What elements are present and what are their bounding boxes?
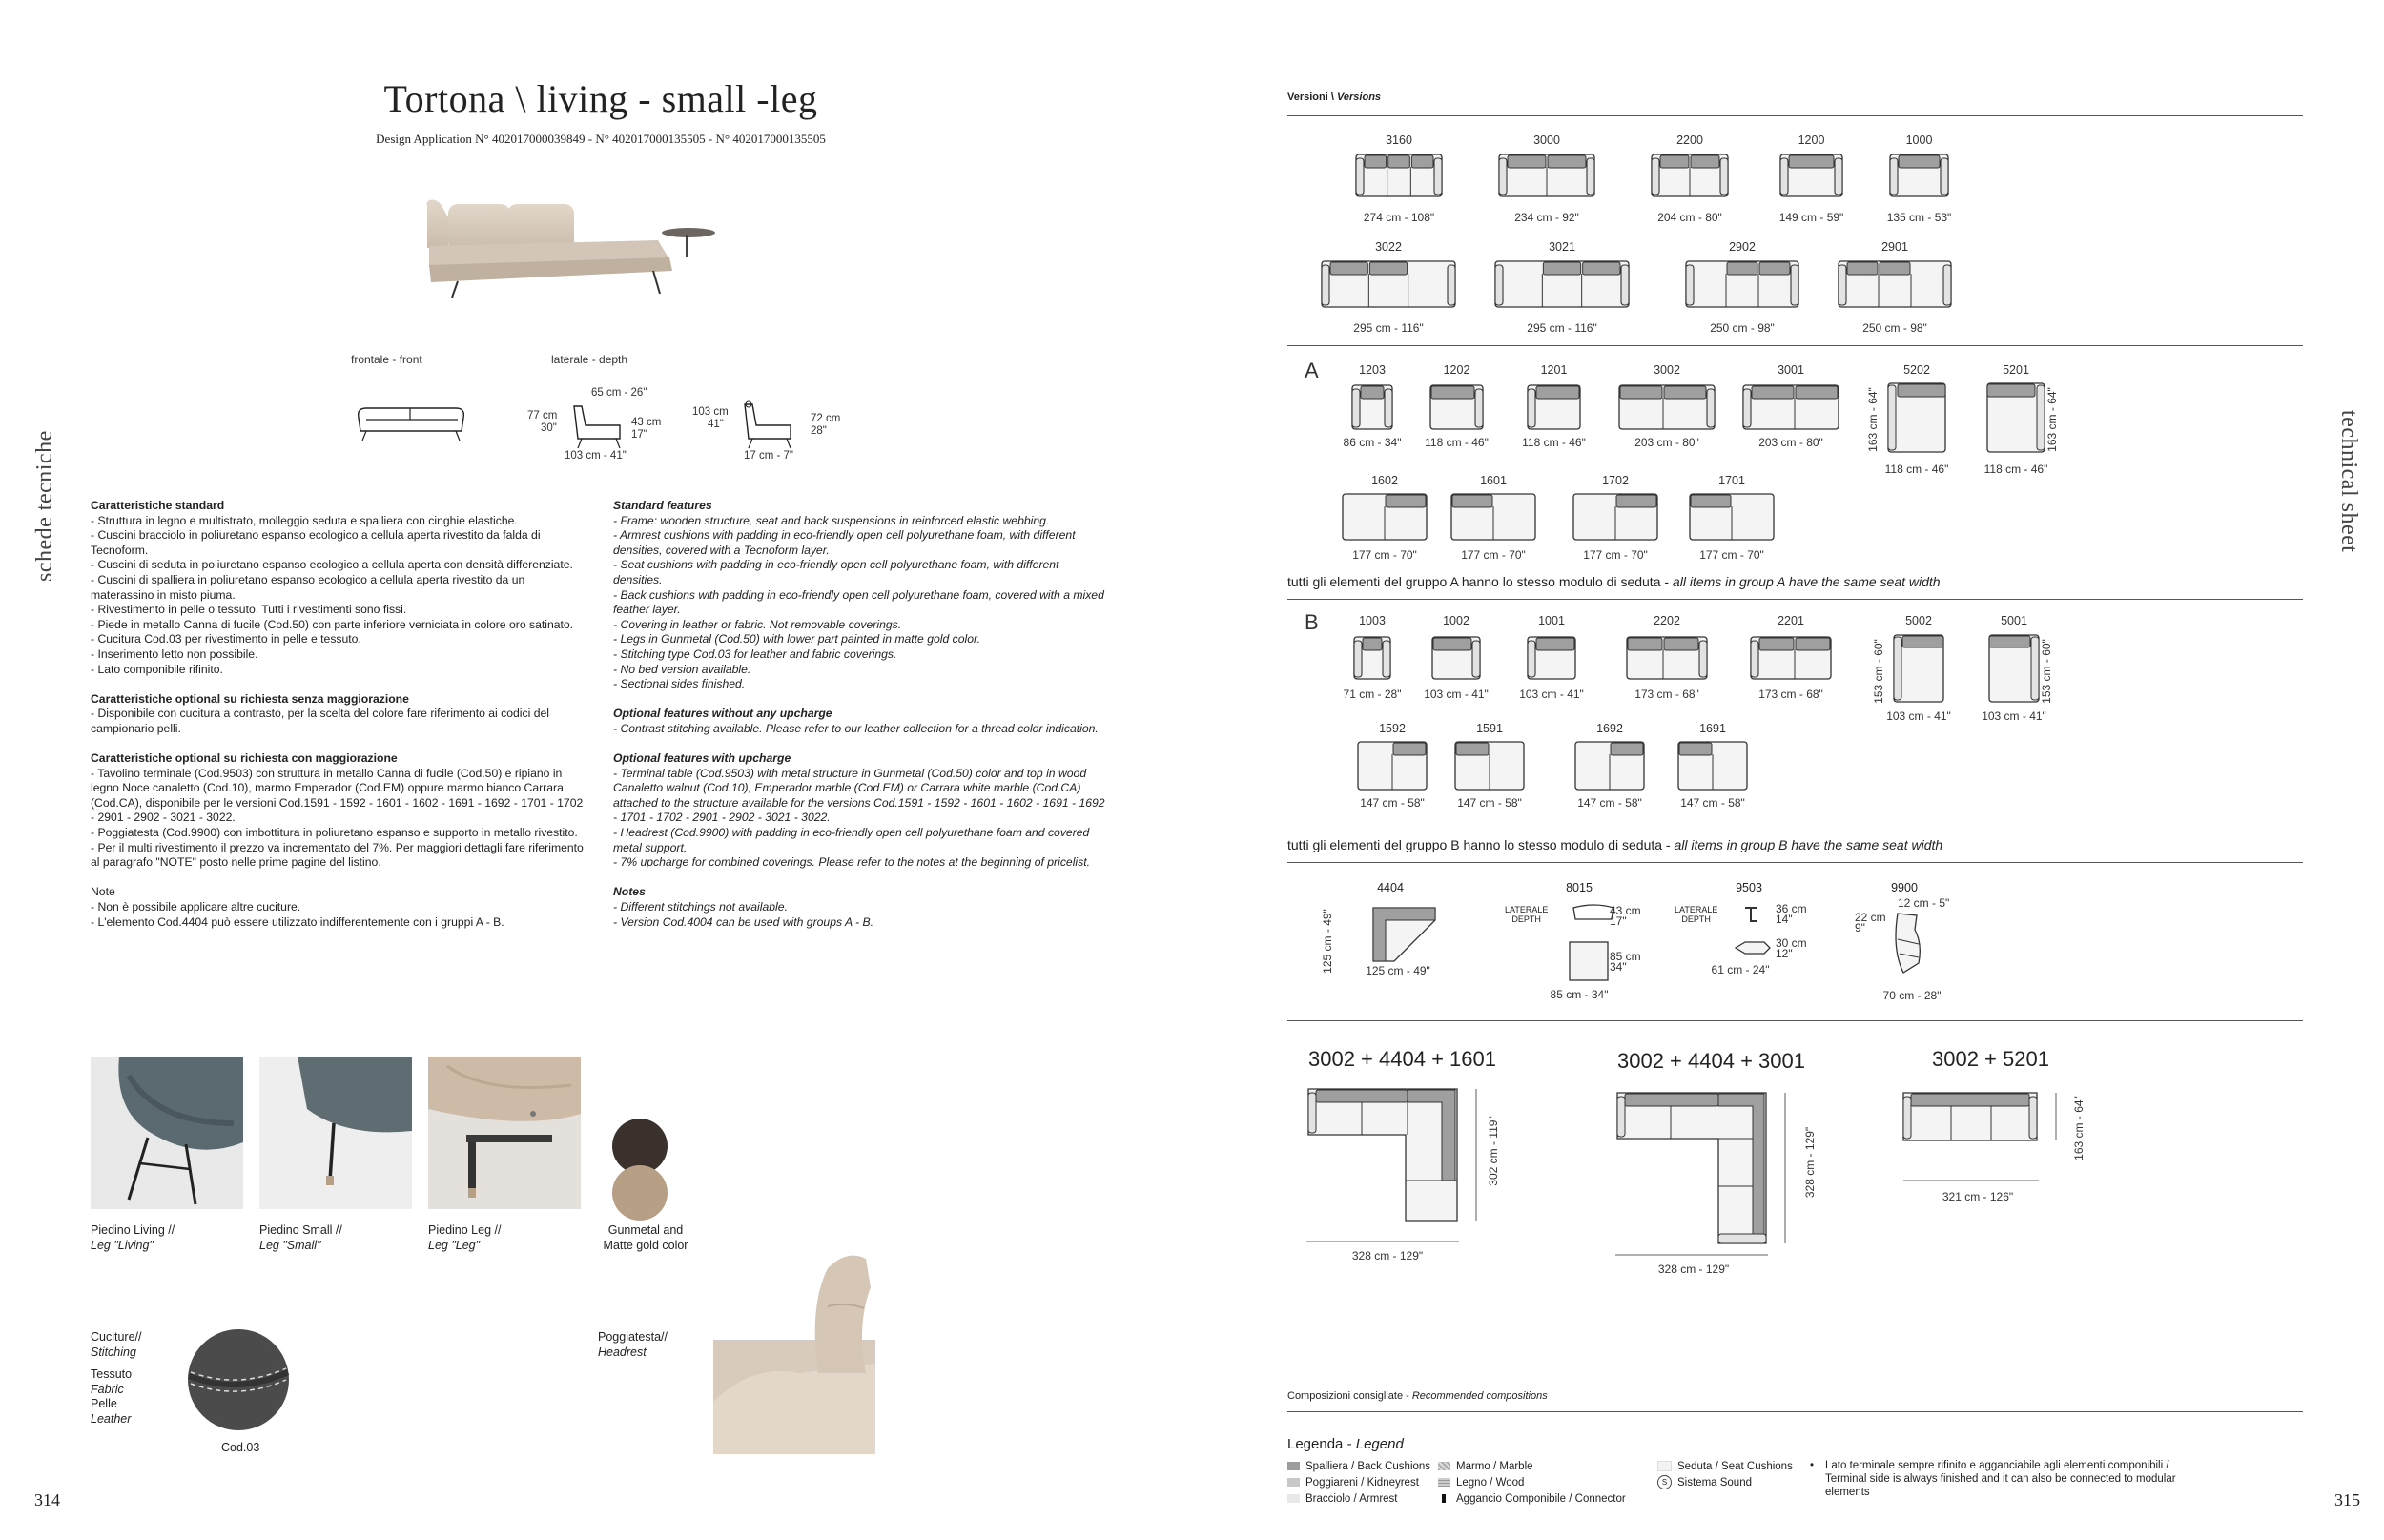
group-b-dim: 147 cm - 58" (1577, 796, 1642, 810)
section-heading: Caratteristiche optional su richiesta con maggiorazione (91, 751, 398, 766)
depth-label: laterale - depth (551, 353, 628, 366)
dim-b-left2: 41" (708, 419, 724, 430)
group-b-code: 1591 (1476, 722, 1503, 735)
group-a-code: 1702 (1602, 474, 1629, 487)
divider (1287, 345, 2303, 346)
dim-a-top: 65 cm - 26" (591, 387, 647, 399)
armrest (1751, 641, 1758, 677)
feature-line: - Sectional sides finished. (613, 677, 746, 691)
group-b-vdim: 153 cm - 60" (2040, 639, 2053, 704)
back-cushion (1536, 638, 1574, 650)
back-cushion (1620, 386, 1662, 399)
armrest (2031, 637, 2039, 700)
group-b-code: 1002 (1443, 614, 1469, 627)
feature-line: - Stitching type Cod.03 for leather and fabric coverings. (613, 647, 897, 661)
armrest (2029, 1097, 2037, 1139)
feature-line: - Lato componibile rifinito. (91, 662, 223, 676)
versions-header: Versioni \ Versions (1287, 92, 1382, 103)
dim-b-right1: 72 cm (811, 413, 841, 424)
group-a-dim: 118 cm - 46" (1983, 462, 2048, 476)
group-a-code: 3002 (1654, 363, 1680, 377)
group-a-dim: 203 cm - 80" (1634, 436, 1699, 449)
legend-note: • Lato terminale sempre rifinito e agganciabile agli elementi componibili / Terminal side is always finished and it can also be connected to modular elements (1810, 1460, 2176, 1498)
armrest (1434, 158, 1442, 195)
composition-1-vdim: 302 cm - 119" (1487, 1116, 1500, 1186)
version-dim: 149 cm - 59" (1778, 211, 1844, 224)
version-code: 2902 (1729, 240, 1756, 254)
dim-a-left1: 77 cm (527, 410, 558, 421)
stitching-code: Cod.03 (221, 1441, 260, 1454)
feature-line: - Terminal table (Cod.9503) with metal structure in Gunmetal (Cod.50) color and top in wood Canaletto walnut (Cod.10), Emperador marble (Cod.EM) or Carrara white marble (Cod.CA) attached to the structure available for the versions Cod.1591 - 1592 - 1601 - 1602 - 1691 - 1692 - 1701 - 1702 - 2901 - 2902 - 3021 - 3022. (613, 766, 1105, 825)
version-code: 1000 (1905, 133, 1933, 147)
group-a-code: 1601 (1480, 474, 1507, 487)
group-a-code: 5202 (1903, 363, 1930, 377)
version-dim: 274 cm - 108" (1363, 211, 1435, 224)
headrest-label: Poggiatesta// Headrest (598, 1330, 668, 1359)
group-a-letter: A (1305, 359, 1319, 382)
feature-line: - Headrest (Cod.9900) with padding in eco-friendly open cell polyurethane foam and covered metal support. (613, 826, 1090, 854)
section-heading: Standard features (613, 499, 712, 512)
section-heading: Note (91, 885, 115, 899)
version-dim: 295 cm - 116" (1353, 321, 1424, 335)
back-cushion (1316, 1090, 1408, 1102)
back-cushion (1752, 386, 1794, 399)
acc-9900-left: 22 cm 9" (1855, 911, 1886, 934)
divider (1287, 862, 2303, 863)
group-b-dim: 147 cm - 58" (1680, 796, 1745, 810)
sound-icon: S (1657, 1475, 1672, 1489)
armrest (2037, 385, 2045, 450)
armrest (1448, 265, 1455, 305)
legend-title: Legenda - Legend (1287, 1436, 1404, 1452)
page-number-right: 315 (2334, 1490, 2360, 1509)
armrest (1699, 641, 1707, 677)
feature-line: - Armrest cushions with padding in eco-friendly open cell polyurethane foam, with different densities, covered with a Tecnoform layer. (613, 528, 1076, 557)
acc-8015-code: 8015 (1566, 881, 1593, 894)
group-a-code: 1602 (1371, 474, 1398, 487)
armrest (1839, 265, 1846, 305)
feature-line: - 7% upcharge for combined coverings. Please refer to the notes at the beginning of pricelist. (613, 855, 1090, 870)
armrest (1352, 389, 1360, 427)
back-cushion (1660, 155, 1689, 168)
back-cushion (1911, 1094, 2029, 1106)
group-b-code: 5001 (2001, 614, 2027, 627)
armrest (1943, 265, 1951, 305)
armrest (1587, 158, 1594, 195)
version-code: 3021 (1549, 240, 1575, 254)
acc-9503-code: 9503 (1736, 881, 1762, 894)
page-title: Tortona \ living - small -leg (383, 77, 818, 120)
back-cushion (1361, 386, 1384, 399)
version-dim: 295 cm - 116" (1527, 321, 1597, 335)
legend-col-3: Seduta / Seat Cushions S Sistema Sound (1657, 1459, 1793, 1491)
armrest (1780, 158, 1788, 195)
version-dim: 250 cm - 98" (1862, 321, 1927, 335)
leg-leg-label: Piedino Leg // Leg "Leg" (428, 1223, 502, 1252)
acc-8015-lat: LATERALE DEPTH (1505, 905, 1549, 924)
armrest (1356, 158, 1364, 195)
feature-line: - Frame: wooden structure, seat and back suspensions in reinforced elastic webbing. (613, 513, 1050, 527)
group-a-dim: 118 cm - 46" (1425, 436, 1489, 449)
back-cushion (1664, 386, 1706, 399)
back-cushion (1796, 386, 1838, 399)
composition-3-hdim: 321 cm - 126" (1942, 1190, 2014, 1203)
group-b-letter: B (1305, 610, 1319, 634)
group-b-dim: 103 cm - 41" (1982, 709, 2046, 723)
feature-line: - Rivestimento in pelle o tessuto. Tutti i rivestimenti sono fissi. (91, 603, 407, 617)
version-code: 3022 (1375, 240, 1402, 254)
group-b-dim: 103 cm - 41" (1519, 688, 1584, 701)
composition-2-shape (1617, 1093, 1766, 1243)
feature-line: - Cucitura Cod.03 per rivestimento in pelle e tessuto. (91, 632, 361, 647)
composition-3-title: 3002 + 5201 (1932, 1047, 2049, 1071)
design-application: Design Application N° 402017000039849 - N° 402017000135505 - N° 402017000135505 (376, 132, 826, 146)
acc-4404-vdim: 125 cm - 49" (1321, 909, 1334, 974)
feature-line: - Cuscini di spalliera in poliuretano espanso ecologico a cellula aperta rivestito da un materassino in misto piuma. (91, 572, 525, 602)
divider (1287, 599, 2303, 600)
group-b-code: 1003 (1359, 614, 1386, 627)
composition-1-title: 3002 + 4404 + 1601 (1308, 1047, 1496, 1071)
acc-4404-code: 4404 (1377, 881, 1404, 894)
back-cushion (1759, 262, 1790, 275)
armrest (1686, 265, 1694, 305)
armrest (1621, 265, 1629, 305)
back-cushion (1508, 155, 1546, 168)
back-cushion (1898, 384, 1945, 397)
back-cushion (1433, 638, 1471, 650)
armrest (1495, 265, 1503, 305)
armrest (1835, 158, 1842, 195)
group-a-dim: 203 cm - 80" (1758, 436, 1823, 449)
acc-8015-d3: 85 cm 34" (1610, 950, 1641, 974)
feature-line: - Piede in metallo Canna di fucile (Cod.50) con parte inferiore verniciata in colore oro satinato. (91, 617, 574, 631)
back-cushion (1388, 155, 1410, 168)
group-a-code: 1701 (1718, 474, 1745, 487)
legend-col-2: Marmo / Marble Legno / Wood Aggancio Componibile / Connector (1438, 1459, 1626, 1508)
section-heading: Optional features with upcharge (613, 751, 791, 766)
group-a-vdim: 163 cm - 64" (2045, 387, 2059, 452)
back-cushion (1365, 155, 1387, 168)
ottoman-side-8015 (1573, 905, 1613, 919)
feature-line: - Poggiatesta (Cod.9900) con imbottitura in poliuretano espanso e supporto in metallo rivestito. (91, 826, 578, 840)
back-cushion (1759, 638, 1794, 650)
group-a-code: 3001 (1778, 363, 1804, 377)
version-dim: 135 cm - 53" (1886, 211, 1952, 224)
armrest (1652, 158, 1659, 195)
page-number-left: 314 (34, 1490, 60, 1509)
leg-small-label: Piedino Small // Leg "Small" (259, 1223, 342, 1252)
acc-9503-dim: 61 cm - 24" (1711, 963, 1770, 976)
back-cushion (1796, 638, 1830, 650)
back-cushion (1369, 262, 1407, 275)
armrest (1499, 158, 1507, 195)
group-b-note: tutti gli elementi del gruppo B hanno lo stesso modulo di seduta - all items in group B have the same seat width (1287, 837, 1943, 852)
group-a-note: tutti gli elementi del gruppo A hanno lo stesso modulo di seduta - all items in group A have the same seat width (1287, 574, 1941, 589)
back-cushion (1393, 743, 1426, 755)
feature-line: - Inserimento letto non possibile. (91, 647, 258, 661)
back-cushion (1628, 638, 1662, 650)
back-cushion (1902, 636, 1943, 647)
back-cushion (1452, 495, 1492, 507)
armrest (1894, 637, 1901, 700)
group-a-dim: 177 cm - 70" (1699, 548, 1764, 562)
back-cushion (1330, 262, 1367, 275)
version-dim: 204 cm - 80" (1657, 211, 1722, 224)
section-heading: Caratteristiche optional su richiesta senza maggiorazione (91, 691, 409, 706)
acc-4404-dim: 125 cm - 49" (1366, 964, 1430, 977)
table-side-9503 (1745, 908, 1757, 921)
version-code: 2200 (1676, 133, 1703, 147)
dim-b-bottom: 17 cm - 7" (744, 450, 794, 462)
feature-line: - Cuscini bracciolo in poliuretano espanso ecologico a cellula aperta rivestito da falda di Tecnoform. (91, 528, 541, 557)
group-b-dim: 103 cm - 41" (1424, 688, 1489, 701)
group-a-code: 1201 (1540, 363, 1568, 377)
armrest (1472, 641, 1480, 677)
group-a-code: 5201 (2003, 363, 2029, 377)
back-cushion (1386, 495, 1426, 507)
feature-line: - Tavolino terminale (Cod.9503) con struttura in metallo Canna di fucile (Cod.50) e ripiano in legno Noce canaletto (Cod.10), marmo Emperador (Cod.EM) oppure marmo bianco Carrara (Cod.CA), disponibile per le versioni Cod.1591 - 1592 - 1601 - 1602 - 1691 - 1692 - 1701 - 1702 - 2901 - 2902 - 3021 - 3022. (91, 766, 584, 825)
group-b-code: 1691 (1699, 722, 1726, 735)
armrest (1720, 158, 1728, 195)
back-cushion (1456, 743, 1489, 755)
group-b-code: 2201 (1778, 614, 1804, 627)
group-b-code: 5002 (1905, 614, 1932, 627)
dim-b-right2: 28" (811, 425, 827, 437)
acc-8015-dim: 85 cm - 34" (1550, 988, 1609, 1001)
group-a-dim: 177 cm - 70" (1352, 548, 1417, 562)
recommended-label: Composizioni consigliate - Recommended compositions (1287, 1390, 1548, 1402)
composition-2-vdim: 328 cm - 129" (1803, 1126, 1817, 1199)
version-code: 3160 (1386, 133, 1412, 147)
armrest (1475, 389, 1483, 427)
armrest (1888, 385, 1896, 450)
section-heading: Notes (613, 885, 646, 899)
armrest (1385, 389, 1392, 427)
back-cushion (1847, 262, 1878, 275)
group-a-dim: 177 cm - 70" (1461, 548, 1526, 562)
dim-b-left1: 103 cm (692, 406, 729, 418)
back-cushion (1679, 743, 1712, 755)
version-dim: 250 cm - 98" (1710, 321, 1775, 335)
section-heading: Caratteristiche standard (91, 499, 225, 512)
group-b-code: 1592 (1379, 722, 1406, 735)
feature-line: - Version Cod.4004 can be used with groups A - B. (613, 914, 874, 929)
armrest (1791, 265, 1798, 305)
composition-1-shape (1308, 1089, 1457, 1221)
group-b-dim: 103 cm - 41" (1886, 709, 1951, 723)
acc-9900-dim: 70 cm - 28" (1882, 989, 1942, 1002)
armrest (1354, 641, 1362, 677)
back-cushion (1616, 495, 1656, 507)
group-b-vdim: 153 cm - 60" (1872, 639, 1885, 704)
back-cushion (1789, 155, 1834, 168)
group-b-code: 1001 (1538, 614, 1565, 627)
back-cushion (1431, 386, 1474, 399)
back-cushion (1664, 638, 1698, 650)
divider (1287, 1411, 2303, 1412)
feature-line: - Cuscini di seduta in poliuretano espanso ecologico a cellula aperta con densità differenziate. (91, 558, 573, 572)
feature-line: - Per il multi rivestimento il prezzo va incrementato del 7%. Per maggiori dettagli fare riferimento al paragrafo "NOTE" posto nelle prime pagine del listino. (91, 840, 584, 870)
armrest (1617, 1097, 1625, 1137)
armrest (1743, 389, 1751, 427)
back-cushion (1611, 743, 1643, 755)
acc-9503-lat: LATERALE DEPTH (1675, 905, 1718, 924)
back-cushion (1691, 155, 1719, 168)
armrest (1707, 389, 1715, 427)
feature-line: - Non è possibile applicare altre cuciture. (91, 900, 301, 914)
leg-living-label: Piedino Living // Leg "Living" (91, 1223, 175, 1252)
group-b-dim: 173 cm - 68" (1634, 688, 1699, 701)
stitching-label: Cuciture// Stitching Tessuto Fabric Pelle Leather (91, 1330, 142, 1426)
armrest (1718, 1234, 1766, 1243)
group-a-code: 1203 (1359, 363, 1386, 377)
back-cushion (1583, 262, 1620, 275)
back-cushion (1543, 262, 1580, 275)
side-label-right: technical sheet (2336, 410, 2361, 553)
version-code: 3000 (1533, 133, 1560, 147)
side-label-left: schede tecniche (32, 430, 57, 582)
feature-line: - Disponibile con cucitura a contrasto, per la scelta del colore fare riferimento ai codici del campionario pelli. (91, 707, 549, 735)
group-a-dim: 86 cm - 34" (1343, 436, 1402, 449)
version-code: 2901 (1881, 240, 1908, 254)
version-dim: 234 cm - 92" (1514, 211, 1579, 224)
back-cushion (1625, 1094, 1718, 1106)
feature-line: - Struttura in legno e multistrato, molleggio seduta e spalliera con cinghie elastiche. (91, 513, 518, 527)
composition-1-hdim: 328 cm - 129" (1351, 1249, 1424, 1263)
divider (1287, 1020, 2303, 1021)
table-top-9503 (1736, 942, 1770, 954)
version-code: 1200 (1798, 133, 1825, 147)
group-b-code: 1692 (1596, 722, 1623, 735)
group-b-dim: 147 cm - 58" (1457, 796, 1522, 810)
acc-8015-d1: 43 cm 17" (1610, 904, 1641, 928)
back-cushion (1536, 386, 1579, 399)
composition-3-vdim: 163 cm - 64" (2072, 1096, 2086, 1160)
back-cushion (1987, 384, 2035, 397)
section-heading: Optional features without any upcharge (613, 707, 832, 721)
armrest (1903, 1097, 1911, 1139)
feature-line: - Back cushions with padding in eco-friendly open cell polyurethane foam, covered with a mixed feather layer. (613, 587, 1104, 617)
armrest (1383, 641, 1390, 677)
armrest (1941, 158, 1948, 195)
feature-line: - Different stitchings not available. (613, 900, 788, 914)
armrest (1528, 389, 1535, 427)
armrest (1890, 158, 1898, 195)
dim-a-right1: 43 cm (631, 417, 662, 428)
back-cushion (1363, 638, 1382, 650)
dim-a-bottom: 103 cm - 41" (565, 450, 627, 462)
group-a-vdim: 163 cm - 64" (1866, 387, 1880, 452)
back-cushion (1880, 262, 1910, 275)
front-label: frontale - front (351, 353, 422, 366)
ottoman-top-8015 (1570, 942, 1608, 980)
feature-line: - Seat cushions with padding in eco-friendly open cell polyurethane foam, with different densities. (613, 558, 1059, 586)
group-b-code: 2202 (1654, 614, 1680, 627)
group-b-dim: 173 cm - 68" (1758, 688, 1823, 701)
feature-line: - No bed version available. (613, 662, 751, 676)
armrest (1528, 641, 1535, 677)
armrest (1308, 1093, 1316, 1133)
group-a-dim: 118 cm - 46" (1522, 436, 1586, 449)
feature-line: - Covering in leather or fabric. Not removable coverings. (613, 617, 902, 631)
group-a-dim: 177 cm - 70" (1583, 548, 1648, 562)
composition-2-hdim: 328 cm - 129" (1657, 1263, 1730, 1276)
dim-a-left2: 30" (541, 422, 557, 434)
back-cushion (1411, 155, 1433, 168)
group-a-code: 1202 (1443, 363, 1470, 377)
composition-2-title: 3002 + 4404 + 3001 (1617, 1049, 1805, 1073)
acc-9900-code: 9900 (1891, 881, 1918, 894)
back-cushion (1989, 636, 2030, 647)
acc-9503-d1: 36 cm 14" (1776, 902, 1807, 926)
dim-a-right2: 17" (631, 429, 647, 441)
acc-9503-d3: 30 cm 12" (1776, 936, 1807, 960)
back-cushion (1899, 155, 1940, 168)
group-b-dim: 147 cm - 58" (1360, 796, 1425, 810)
back-cushion (1691, 495, 1731, 507)
acc-9900-top: 12 cm - 5" (1898, 896, 1950, 910)
back-cushion (1548, 155, 1586, 168)
armrest (1322, 265, 1329, 305)
color-label: Gunmetal and Matte gold color (603, 1223, 688, 1252)
back-cushion (1727, 262, 1757, 275)
group-b-dim: 71 cm - 28" (1343, 688, 1402, 701)
feature-line: - Contrast stitching available. Please refer to our leather collection for a thread color indication. (613, 721, 1099, 735)
feature-line: - L'elemento Cod.4404 può essere utilizzato indifferentemente con i gruppi A - B. (91, 914, 504, 929)
group-a-dim: 118 cm - 46" (1884, 462, 1949, 476)
feature-line: - Legs in Gunmetal (Cod.50) with lower part painted in matte gold color. (613, 632, 981, 647)
legend-col-1: Spalliera / Back Cushions Poggiareni / Kidneyrest Bracciolo / Armrest (1287, 1459, 1430, 1508)
